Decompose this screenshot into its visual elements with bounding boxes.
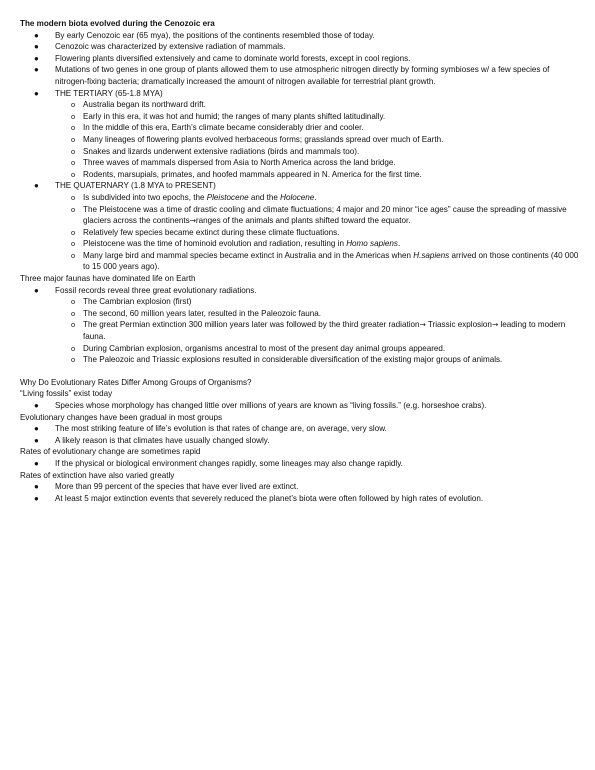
quaternary-list [20, 180, 580, 192]
tertiary-section [20, 88, 580, 100]
sub-list-item: o Many large bird and mammal species became extinct in Australia and in the Americas when H.sapiens arrived on those continents (40 000 to 15 000 years ago). [71, 250, 579, 272]
sub-bullet-icon: o [71, 192, 76, 202]
sub-list-item: o Early in this era, it was hot and humid; the ranges of many plants shifted latitudinally. [71, 111, 386, 121]
arrow-icon: → [491, 320, 499, 330]
sub-list-item: o Many lineages of flowering plants evolved herbaceous forms; grasslands spread over much of Earth. [71, 134, 444, 144]
bullet-icon: ● [34, 435, 39, 445]
spacer [20, 366, 580, 377]
sub-list-item: o During Cambrian explosion, organisms ancestral to most of the present day animal groups appeared. [71, 343, 446, 353]
sub-bullet-icon: o [71, 227, 76, 237]
bullet-icon: ● [34, 401, 39, 410]
sub-bullet-icon: o [71, 169, 76, 179]
document-page [20, 18, 580, 504]
living-fossils-list [20, 400, 580, 412]
list-item: ● The most striking feature of life’s evolution is that rates of change are, on average, very slow. [34, 424, 387, 434]
bullet-icon: ● [34, 42, 39, 52]
tertiary-heading: THE TERTIARY (65-1.8 MYA) [55, 88, 163, 98]
list-item: ● A likely reason is that climates have usually changed slowly. [34, 435, 270, 445]
arrow-icon: → [189, 216, 196, 226]
sub-list-item: o Australia began its northward drift. [71, 100, 206, 110]
bullet-icon: ● [34, 285, 39, 295]
sub-list-item: o The Cambrian explosion (first) [71, 297, 192, 307]
bullet-icon: ● [34, 30, 39, 40]
list-item: ● More than 99 percent of the species that have ever lived are extinct. [34, 482, 299, 492]
bullet-icon: ● [34, 482, 39, 492]
sub-bullet-icon: o [71, 250, 76, 260]
sub-bullet-icon: o [71, 343, 76, 353]
quaternary-sub-list [20, 192, 580, 273]
sub-list-item: o Three waves of mammals dispersed from Asia to North America across the land bridge. [71, 158, 396, 168]
subheading: Rates of extinction have also varied greatly [20, 470, 175, 480]
bullet-icon: ● [34, 88, 39, 98]
faunas-list [20, 285, 580, 297]
sub-list-item: o Snakes and lizards underwent extensive radiations (birds and mammals too). [71, 146, 360, 156]
subheading: Rates of evolutionary change are sometimes rapid [20, 447, 201, 457]
arrow-icon: → [419, 320, 426, 330]
sub-list-item: o In the middle of this era, Earth’s climate became considerably drier and cooler. [71, 123, 364, 133]
quaternary-heading: THE QUATERNARY (1.8 MYA to PRESENT) [55, 181, 216, 191]
bullet-icon: ● [34, 181, 39, 191]
gradual-change-list [20, 423, 580, 446]
faunas-heading: Three major faunas have dominated life on Earth [20, 274, 196, 284]
sub-bullet-icon: o [71, 100, 76, 110]
tertiary-sub-list [20, 99, 580, 180]
bullet-icon: ● [34, 493, 39, 503]
sub-bullet-icon: o [71, 204, 76, 214]
list-item: ● Mutations of two genes in one group of plants allowed them to use atmospheric nitrogen directly by forming symbioses w/ a few species of nitrogen-fixing bacteria; dramatically increased the amount of nitrogen available for terrestrial plant growth. [34, 65, 550, 86]
sub-list-item: o Rodents, marsupials, primates, and hoofed mammals appeared in N. America for the first time. [71, 169, 422, 179]
faunas-sub-list [20, 296, 580, 366]
sub-list-item: o Pleistocene was the time of hominoid evolution and radiation, resulting in Homo sapiens. [71, 239, 401, 249]
sub-bullet-icon: o [71, 320, 76, 330]
rapid-change-list [20, 458, 580, 470]
sub-list-item: o Is subdivided into two epochs, the Pleistocene and the Holocene. [71, 192, 317, 202]
list-item: ● Species whose morphology has changed little over millions of years are known as “living fossils.” (e.g. horseshoe crabs). [34, 401, 487, 410]
list-item: ● Fossil records reveal three great evolutionary radiations. [34, 285, 257, 295]
sub-list-item: o The second, 60 million years later, resulted in the Paleozoic fauna. [71, 308, 322, 318]
list-item: ● Flowering plants diversified extensively and came to dominate world forests, except in cool regions. [34, 53, 411, 63]
sub-bullet-icon: o [71, 111, 76, 121]
sub-list-item: o The Pleistocene was a time of drastic cooling and climate fluctuations; 4 major and 20 minor “ice ages” cause the spreading of massive glaciers across the continents→ranges of the animals and plants shifted toward the equator. [71, 204, 567, 226]
rates-question: Why Do Evolutionary Rates Differ Among Groups of Organisms? [20, 377, 252, 387]
sub-bullet-icon: o [71, 297, 76, 307]
list-item: ● By early Cenozoic ear (65 mya), the positions of the continents resembled those of today. [34, 30, 375, 40]
subheading: “Living fossils” exist today [20, 389, 113, 399]
sub-bullet-icon: o [71, 123, 76, 133]
sub-bullet-icon: o [71, 239, 76, 249]
sub-bullet-icon: o [71, 308, 76, 318]
bullet-icon: ● [34, 53, 39, 63]
sub-bullet-icon: o [71, 355, 76, 365]
bullet-icon: ● [34, 65, 39, 75]
sub-list-item: o Relatively few species became extinct during these climate fluctuations. [71, 227, 340, 237]
cenozoic-bullet-list [20, 30, 580, 100]
subheading: Evolutionary changes have been gradual in most groups [20, 412, 223, 422]
document-title: The modern biota evolved during the Cenozoic era [20, 19, 215, 28]
sub-bullet-icon: o [71, 158, 76, 168]
list-item: ● At least 5 major extinction events that severely reduced the planet’s biota were often followed by high rates of evolution. [34, 493, 484, 503]
quaternary-section [20, 180, 580, 192]
extinction-list [20, 481, 580, 504]
sub-bullet-icon: o [71, 134, 76, 144]
sub-list-item: o The great Permian extinction 300 million years later was followed by the third greater radiation→ Triassic explosion→ leading to modern fauna. [71, 320, 566, 342]
list-item: ● Cenozoic was characterized by extensive radiation of mammals. [34, 42, 286, 52]
sub-bullet-icon: o [71, 146, 76, 156]
bullet-icon: ● [34, 424, 39, 434]
sub-list-item: o The Paleozoic and Triassic explosions resulted in considerable diversification of the existing major groups of animals. [71, 355, 503, 365]
bullet-icon: ● [34, 458, 39, 468]
list-item: ● If the physical or biological environment changes rapidly, some lineages may also change rapidly. [34, 458, 403, 468]
